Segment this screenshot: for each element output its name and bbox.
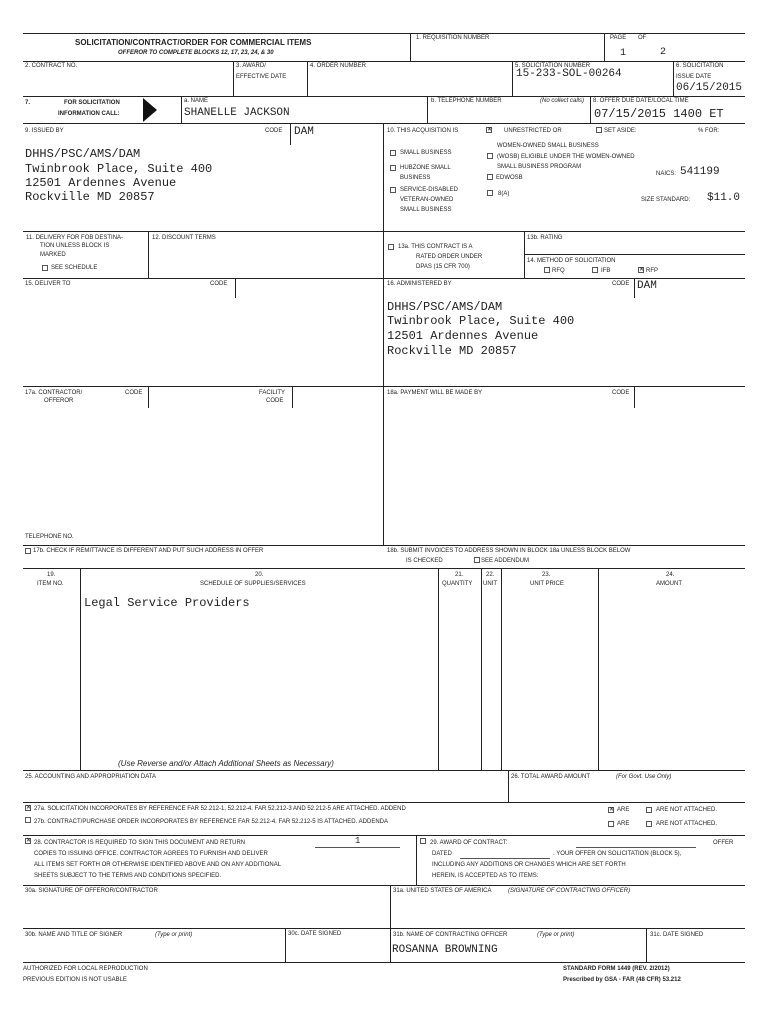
- deliver-to-code-label: CODE: [210, 281, 228, 287]
- hubzone-checkbox[interactable]: [390, 165, 396, 171]
- 28-label-4: SHEETS SUBJECT TO THE TERMS AND CONDITIONS SPECIFIED.: [34, 873, 222, 879]
- col-quantity-header-2: QUANTITY: [442, 581, 473, 587]
- issued-by-address-line: Rockville MD 20857: [25, 190, 155, 204]
- col-unit-header-2: UNIT: [483, 581, 497, 587]
- administered-by-code-label: CODE: [612, 281, 630, 287]
- 30b-note: (Type or print): [155, 932, 193, 938]
- 27b-are-not-label: ARE NOT ATTACHED.: [656, 821, 718, 827]
- contractor-offeror-label: 17a. CONTRACTOR/: [25, 390, 83, 396]
- 29-offer-label: OFFER: [713, 840, 734, 846]
- requisition-number-field[interactable]: [416, 43, 601, 59]
- total-award-amount-label: 26. TOTAL AWARD AMOUNT: [511, 774, 591, 780]
- 28-copies-value[interactable]: 1: [355, 836, 361, 846]
- 27a-are-checkbox[interactable]: [608, 807, 614, 813]
- see-addendum-checkbox[interactable]: [474, 557, 480, 563]
- contracting-officer-name[interactable]: ROSANNA BROWNING: [392, 944, 498, 956]
- 29-label: 29. AWARD OF CONTRACT:: [430, 840, 508, 846]
- 28-label-2: COPIES TO ISSUING OFFICE. CONTRACTOR AGREES TO FURNISH AND DELIVER: [34, 851, 268, 857]
- solicitation-number-value[interactable]: 15-233-SOL-00264: [516, 68, 622, 80]
- contractor-offeror-label-2: OFFEROR: [44, 398, 74, 404]
- contractor-code-label: CODE: [125, 390, 143, 396]
- arrow-right-icon: [143, 98, 157, 122]
- small-business-checkbox[interactable]: [390, 150, 396, 156]
- set-aside-label: SET ASIDE:: [604, 128, 637, 134]
- 27a-label: 27a. SOLICITATION INCORPORATES BY REFERENCE FAR 52.212-1, 52.212-4. FAR 52.212-3 AND 52.212-5 ARE ATTACHED. ADDEND: [34, 806, 406, 812]
- 31c-label: 31c. DATE SIGNED: [650, 932, 704, 938]
- delivery-fob-label: 11. DELIVERY FOR FOB DESTINA-: [26, 235, 124, 241]
- size-standard-label: SIZE STANDARD:: [641, 197, 691, 203]
- schedule-item-description[interactable]: Legal Service Providers: [84, 596, 250, 610]
- col-unit-header: 22.: [486, 572, 495, 578]
- 31b-note: (Type or print): [537, 932, 575, 938]
- 28-checkbox[interactable]: [25, 838, 31, 844]
- facility-code-label: FACILITY: [259, 390, 286, 396]
- 31a-note: (SIGNATURE OF CONTRACTING OFFICER): [508, 888, 631, 894]
- col-schedule-header-2: SCHEDULE OF SUPPLIES/SERVICES: [200, 581, 306, 587]
- information-call-label: INFORMATION CALL:: [58, 111, 120, 117]
- contract-no-field[interactable]: [25, 71, 230, 93]
- use-reverse-note: (Use Reverse and/or Attach Additional Sheets as Necessary): [118, 759, 334, 768]
- administered-by-address-line: Rockville MD 20857: [387, 344, 517, 358]
- solicitation-issue-date-label-2: ISSUE DATE: [676, 74, 712, 80]
- 27a-are-not-checkbox[interactable]: [646, 807, 652, 813]
- 29-label-3: INCLUDING ANY ADDITIONS OR CHANGES WHICH ARE SET FORTH: [432, 862, 626, 868]
- method-of-solicitation-label: 14. METHOD OF SOLICITATION: [527, 258, 616, 264]
- remittance-different-checkbox[interactable]: [25, 548, 31, 554]
- offer-due-date-label: 8. OFFER DUE DATE/LOCAL TIME: [593, 98, 689, 104]
- rated-order-label: 13a. THIS CONTRACT IS A: [398, 244, 473, 250]
- 27a-are-not-label: ARE NOT ATTACHED.: [656, 807, 718, 813]
- for-solicitation-label: FOR SOLICITATION: [64, 100, 120, 106]
- 29-label-4: HEREIN, IS ACCEPTED AS TO ITEMS:: [432, 873, 539, 879]
- discount-terms-label: 12. DISCOUNT TERMS: [152, 235, 216, 241]
- eight-a-label: 8(A): [498, 191, 510, 197]
- solicitation-issue-date-value[interactable]: 06/15/2015: [676, 82, 743, 94]
- see-schedule-checkbox[interactable]: [42, 265, 48, 271]
- 31b-label: 31b. NAME OF CONTRACTING OFFICER: [393, 932, 508, 938]
- col-item-no-header: 19.: [47, 572, 56, 578]
- col-unit-price-header-2: UNIT PRICE: [530, 581, 564, 587]
- page-label: PAGE: [610, 35, 627, 41]
- award-date-label-2: EFFECTIVE DATE: [236, 74, 287, 80]
- acquisition-label: 10. THIS ACQUISITION IS: [387, 128, 459, 134]
- solicitation-issue-date-label: 6. SOLICITATION: [676, 63, 724, 69]
- submit-invoices-label-2: IS CHECKED: [406, 558, 443, 564]
- telephone-field[interactable]: [431, 107, 586, 121]
- sdvosb-label-3: SMALL BUSINESS: [400, 207, 452, 213]
- issued-by-label: 9. ISSUED BY: [25, 128, 64, 134]
- rated-order-checkbox[interactable]: [388, 244, 394, 250]
- 27b-checkbox[interactable]: [25, 817, 31, 823]
- hubzone-label: HUBZONE SMALL: [400, 165, 451, 171]
- 30b-label: 30b. NAME AND TITLE OF SIGNER: [25, 932, 123, 938]
- administered-by-address-line: 12501 Ardennes Avenue: [387, 329, 539, 343]
- 27b-label: 27b. CONTRACT/PURCHASE ORDER INCORPORATES BY REFERENCE FAR 52.212-4. FAR 52.212-5 IS ATTACHED. ADDENDA: [34, 819, 388, 825]
- wosb-checkbox[interactable]: [487, 153, 493, 159]
- 27a-checkbox[interactable]: [25, 805, 31, 811]
- see-schedule-label: SEE SCHEDULE: [51, 265, 98, 271]
- form-title: SOLICITATION/CONTRACT/ORDER FOR COMMERCIAL ITEMS: [75, 38, 312, 47]
- issued-by-code-value[interactable]: DAM: [294, 126, 314, 138]
- facility-code-label-2: CODE: [266, 398, 284, 404]
- hubzone-label-2: BUSINESS: [400, 175, 431, 181]
- 30c-label: 30c. DATE SIGNED: [288, 931, 342, 937]
- order-number-label: 4. ORDER NUMBER: [310, 63, 367, 69]
- contracting-officer-signature-field[interactable]: [393, 897, 743, 925]
- accounting-data-label: 25. ACCOUNTING AND APPROPRIATION DATA: [25, 774, 157, 780]
- naics-label: NAICS:: [656, 171, 677, 177]
- set-aside-checkbox[interactable]: [596, 127, 602, 133]
- size-standard-value[interactable]: $11.0: [707, 192, 741, 204]
- issued-by-address-line: Twinbrook Place, Suite 400: [25, 162, 213, 176]
- contractor-telephone-label: TELEPHONE NO.: [25, 534, 74, 540]
- naics-value[interactable]: 541199: [680, 166, 720, 178]
- rfq-label: RFQ: [552, 268, 565, 274]
- col-amount-header: 24.: [666, 572, 675, 578]
- rfp-checkbox[interactable]: [638, 267, 644, 273]
- delivery-fob-label-2: TION UNLESS BLOCK IS: [40, 243, 110, 249]
- administered-by-address-line: Twinbrook Place, Suite 400: [387, 314, 575, 328]
- wosb-label-2: (WOSB) ELIGIBLE UNDER THE WOMEN-OWNED: [497, 154, 635, 160]
- ifb-checkbox[interactable]: [592, 267, 598, 273]
- administered-by-label: 16. ADMINISTERED BY: [387, 281, 452, 287]
- offer-due-date-value[interactable]: 07/15/2015 1400 ET: [594, 107, 724, 121]
- edwosb-label: EDWOSB: [496, 175, 523, 181]
- footer-authorized: AUTHORIZED FOR LOCAL REPRODUCTION: [23, 966, 148, 972]
- payment-code-label: CODE: [612, 390, 630, 396]
- contractor-address-field[interactable]: [25, 412, 380, 527]
- deliver-to-field[interactable]: [25, 300, 380, 382]
- issued-by-address-line: DHHS/PSC/AMS/DAM: [25, 147, 141, 161]
- rating-label: 13b. RATING: [527, 235, 563, 241]
- 29-checkbox[interactable]: [420, 838, 426, 844]
- sdvosb-label-2: VETERAN-OWNED: [400, 197, 454, 203]
- page-total: 2: [660, 47, 667, 58]
- ifb-label: IFB: [601, 268, 611, 274]
- payment-address-field[interactable]: [387, 410, 742, 540]
- rated-order-label-2: RATED ORDER UNDER: [416, 254, 483, 260]
- sdvosb-checkbox[interactable]: [390, 187, 396, 193]
- wosb-label-3: SMALL BUSINESS PROGRAM: [497, 164, 582, 170]
- 27b-are-checkbox[interactable]: [608, 821, 614, 827]
- edwosb-checkbox[interactable]: [487, 174, 493, 180]
- offeror-signature-label: 30a. SIGNATURE OF OFFEROR/CONTRACTOR: [25, 888, 158, 894]
- 29-your-offer-label: . YOUR OFFER ON SOLICITATION (BLOCK 5),: [553, 851, 682, 857]
- 27a-are-label: ARE: [617, 807, 630, 813]
- col-amount-header-2: AMOUNT: [656, 581, 682, 587]
- footer-previous-edition: PREVIOUS EDITION IS NOT USABLE: [23, 977, 127, 983]
- 27b-are-label: ARE: [617, 821, 630, 827]
- order-number-field[interactable]: [310, 71, 508, 93]
- 31a-label: 31a. UNITED STATES OF AMERICA: [393, 888, 492, 894]
- contact-name-label: a. NAME: [184, 98, 209, 104]
- 28-label-3: ALL ITEMS SET FORTH OR OTHERWISE IDENTIFIED ABOVE AND ON ANY ADDITIONAL: [34, 862, 282, 868]
- percent-for-label: % FOR:: [698, 128, 720, 134]
- remittance-different-label: 17b. CHECK IF REMITTANCE IS DIFFERENT AND PUT SUCH ADDRESS IN OFFER: [33, 548, 264, 554]
- total-award-amount-note: (For Govt. Use Only): [616, 774, 672, 780]
- unrestricted-label: UNRESTRICTED OR: [504, 128, 562, 134]
- wosb-label: WOMEN-OWNED SMALL BUSINESS: [497, 143, 599, 149]
- footer-prescribed-by: Prescribed by GSA - FAR (48 CFR) 53.212: [563, 977, 681, 983]
- of-label: OF: [638, 35, 647, 41]
- col-schedule-header: 20.: [255, 572, 264, 578]
- page-number: 1: [620, 48, 627, 59]
- form-subtitle: OFFEROR TO COMPLETE BLOCKS 12, 17, 23, 24, & 30: [118, 50, 274, 56]
- administered-by-address-line: DHHS/PSC/AMS/DAM: [387, 300, 503, 314]
- offeror-signature-field[interactable]: [25, 897, 385, 925]
- 27b-are-not-checkbox[interactable]: [646, 821, 652, 827]
- rfq-checkbox[interactable]: [544, 267, 550, 273]
- payment-made-by-label: 18a. PAYMENT WILL BE MADE BY: [387, 390, 483, 396]
- see-addendum-label: SEE ADDENDUM: [481, 558, 530, 564]
- contact-name-value[interactable]: SHANELLE JACKSON: [184, 107, 290, 119]
- requisition-number-label: 1. REQUISITION NUMBER: [416, 35, 490, 41]
- contract-no-label: 2. CONTRACT NO.: [25, 63, 78, 69]
- sdvosb-label: SERVICE-DISABLED: [400, 187, 458, 193]
- block-7-number: 7.: [25, 100, 31, 106]
- solicitation-number-label: 5. SOLICITATION NUMBER: [515, 63, 591, 69]
- submit-invoices-label: 18b. SUBMIT INVOICES TO ADDRESS SHOWN IN BLOCK 18a UNLESS BLOCK BELOW: [387, 548, 631, 554]
- award-date-label: 3. AWARD/: [236, 63, 266, 69]
- administered-by-code-value[interactable]: DAM: [637, 280, 657, 292]
- 29-dated-label: DATED: [432, 851, 452, 857]
- footer-standard-form: STANDARD FORM 1449 (REV. 2/2012): [563, 966, 670, 972]
- col-item-no-header-2: ITEM NO.: [37, 581, 64, 587]
- discount-terms-field[interactable]: [152, 244, 380, 276]
- eight-a-checkbox[interactable]: [487, 190, 493, 196]
- unrestricted-checkbox[interactable]: [486, 127, 492, 133]
- telephone-label: b. TELEPHONE NUMBER: [431, 98, 502, 104]
- issued-by-address-line: 12501 Ardennes Avenue: [25, 176, 177, 190]
- issued-by-code-label: CODE: [265, 128, 283, 134]
- small-business-label: SMALL BUSINESS: [400, 150, 452, 156]
- col-quantity-header: 21.: [455, 572, 464, 578]
- delivery-fob-label-3: MARKED: [40, 252, 66, 258]
- no-collect-calls-note: (No collect calls): [540, 98, 585, 104]
- 28-label: 28. CONTRACTOR IS REQUIRED TO SIGN THIS DOCUMENT AND RETURN: [34, 840, 246, 846]
- rated-order-label-3: DPAS (15 CFR 700): [416, 264, 470, 270]
- col-unit-price-header: 23.: [542, 572, 551, 578]
- rfp-label: RFP: [646, 268, 658, 274]
- deliver-to-label: 15. DELIVER TO: [25, 281, 71, 287]
